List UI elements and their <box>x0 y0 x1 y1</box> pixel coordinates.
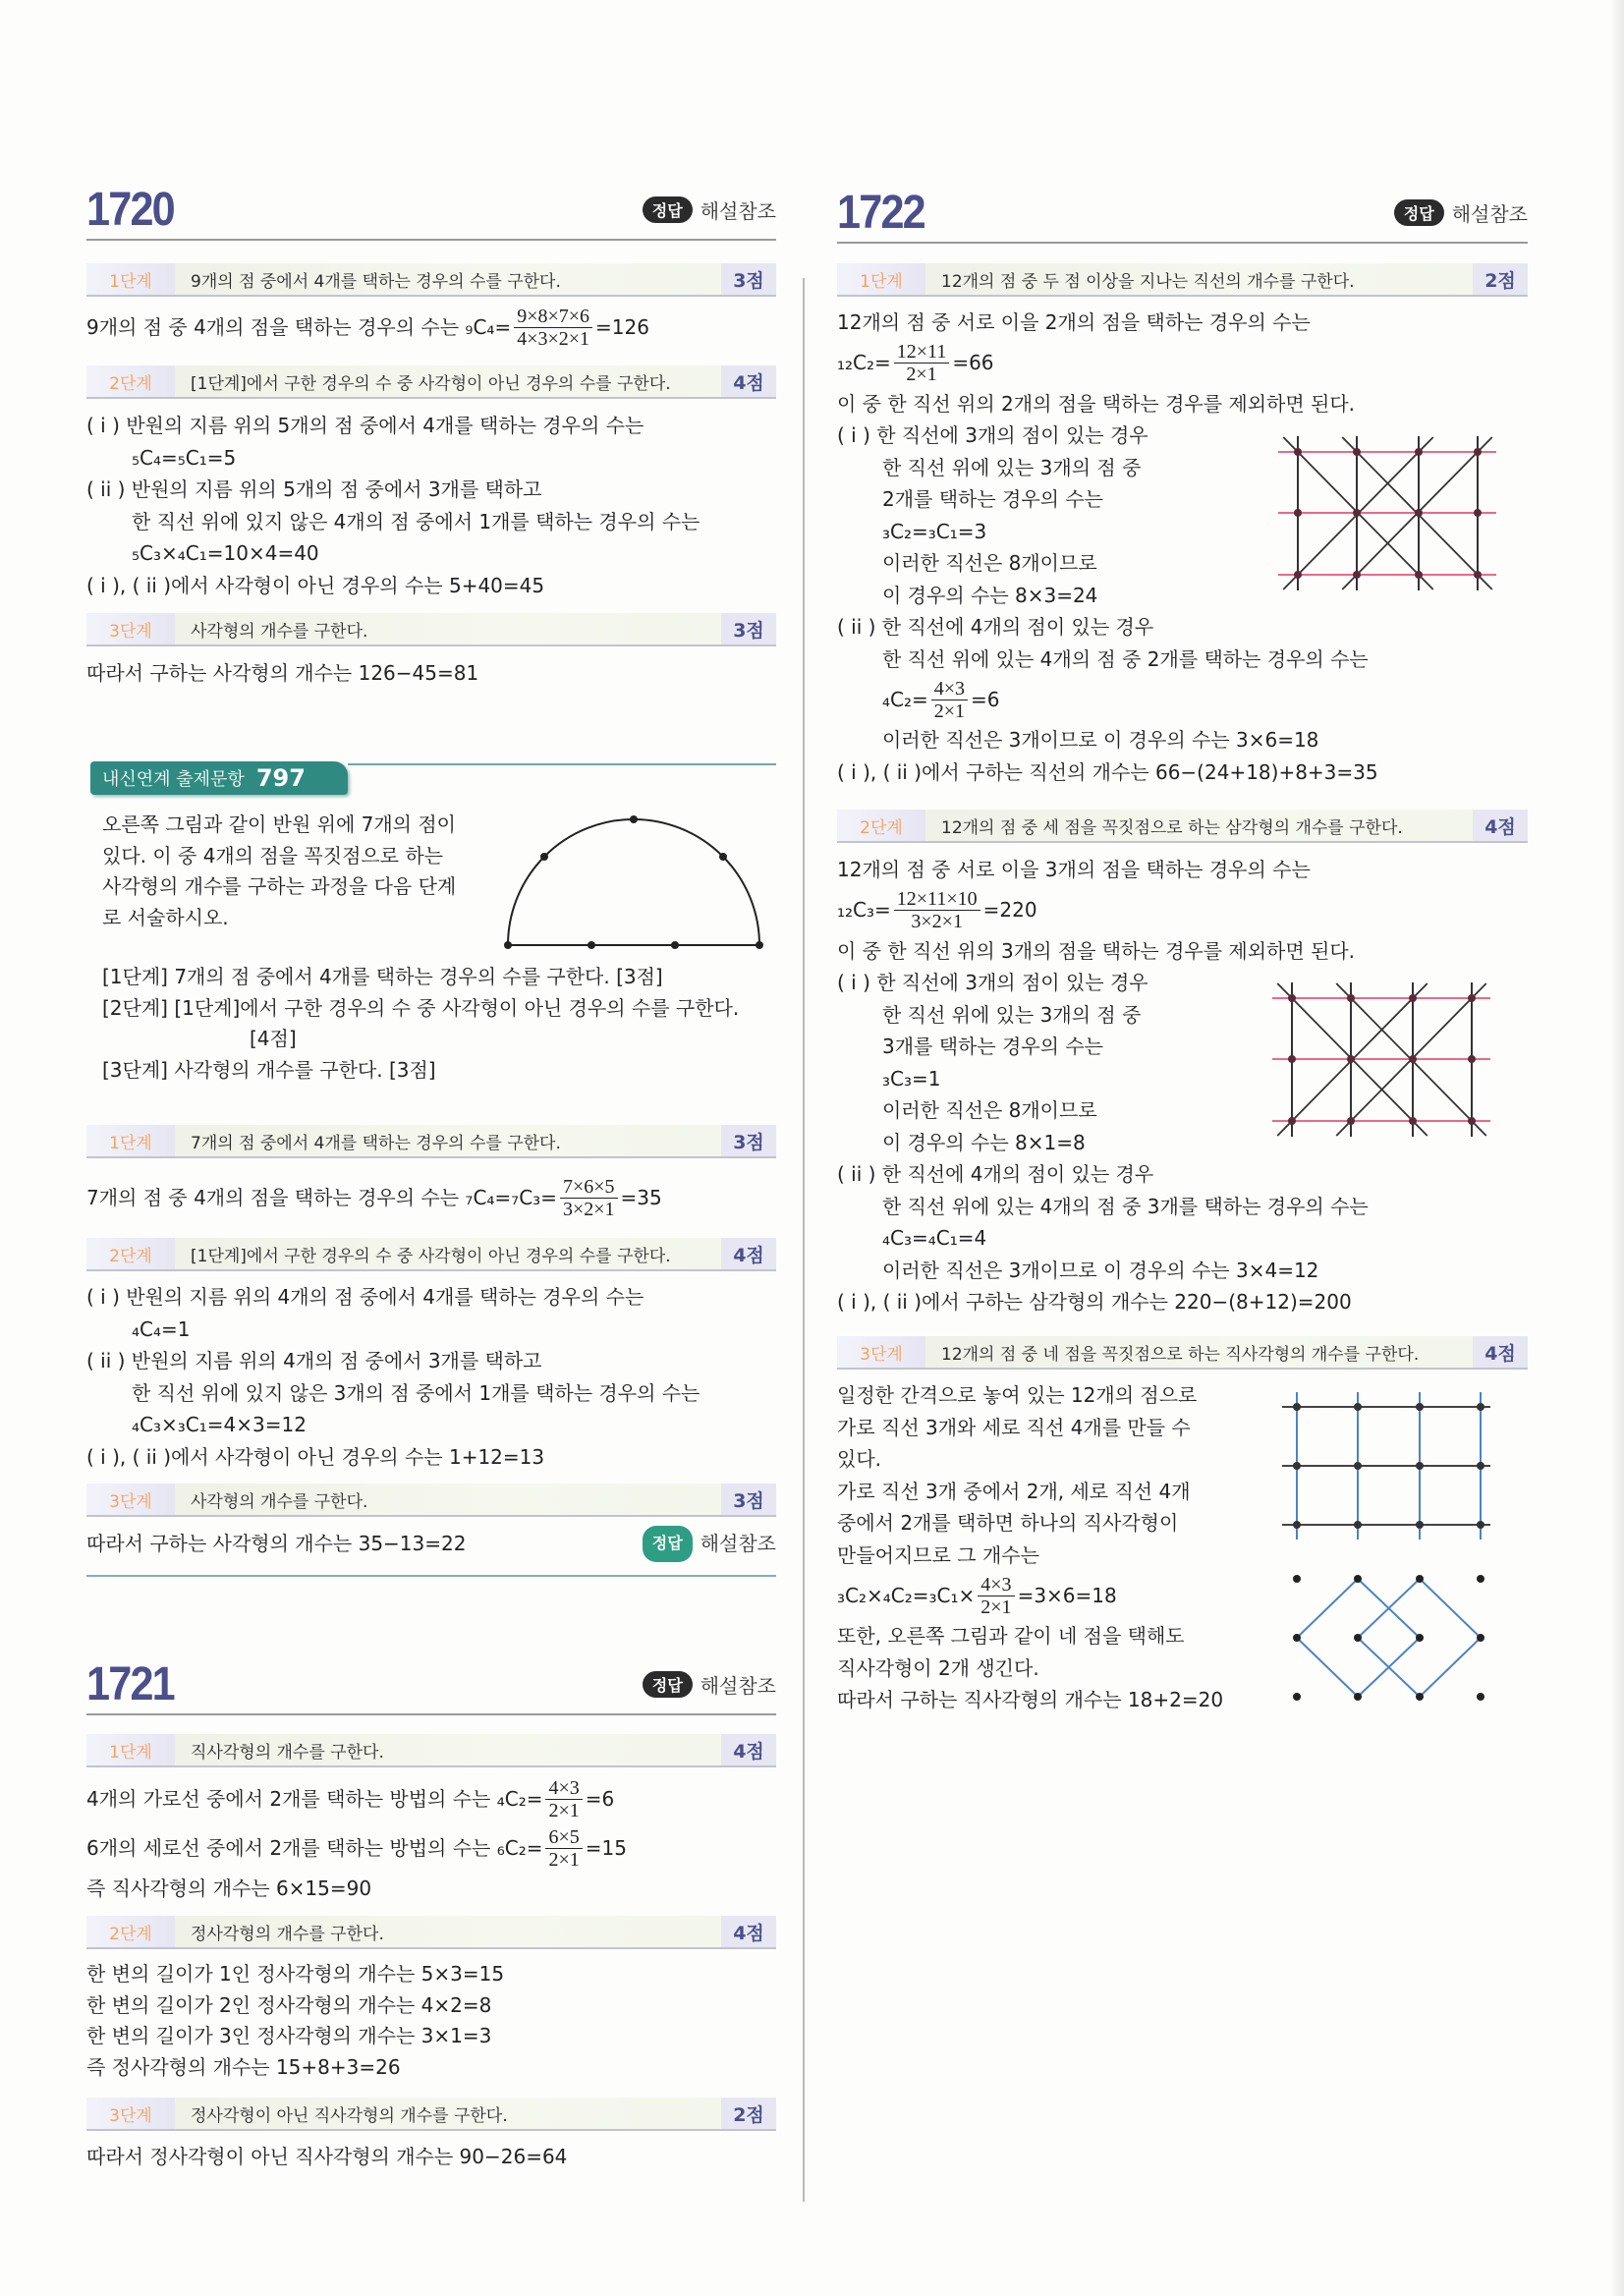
denominator: 2×1 <box>980 1596 1012 1618</box>
formula-line <box>86 1774 776 1823</box>
denominator: 2×1 <box>906 364 937 385</box>
formula-line <box>837 339 1528 388</box>
solution-line: ( i ) 반원의 지름 위의 4개의 점 중에서 4개를 택하는 경우의 수는 <box>86 1285 644 1309</box>
solution-line: 이 중 한 직선 위의 2개의 점을 택하는 경우를 제외하면 된다. <box>837 391 1356 416</box>
step-label: 1단계 <box>837 263 925 295</box>
grid-point <box>1474 448 1482 456</box>
solution-line: 한 변의 길이가 2인 정사각형의 개수는 4×2=8 <box>86 1992 492 2017</box>
numerator: 12×11 <box>894 341 950 364</box>
step-points: 4점 <box>1473 810 1528 841</box>
numerator: 7×6×5 <box>560 1176 618 1199</box>
grid-point <box>1415 509 1423 517</box>
solution-line: ( i ) 한 직선에 3개의 점이 있는 경우 <box>837 971 1148 994</box>
grid-point <box>1347 1055 1355 1063</box>
step-title: 사각형의 개수를 구한다. <box>191 1491 368 1512</box>
numerator: 9×8×7×6 <box>514 306 592 328</box>
solution-line: ( ii ) 반원의 지름 위의 4개의 점 중에서 3개를 택하고 <box>86 1349 542 1372</box>
solution-line: [1단계] 7개의 점 중에서 4개를 택하는 경우의 수를 구한다. [3점] <box>102 965 663 988</box>
formula-suffix: =66 <box>952 351 994 375</box>
denominator: 2×1 <box>548 1848 580 1871</box>
formula-suffix: =6 <box>971 687 1000 711</box>
solution-line: 로 서술하시오. <box>102 905 229 929</box>
step-label: 1단계 <box>86 1734 175 1765</box>
solution-line: 직사각형이 2개 생긴다. <box>837 1655 1039 1680</box>
grid-point <box>1294 448 1302 456</box>
solution-line: 이러한 직선은 8개이므로 <box>882 1098 1097 1122</box>
tag-label: 내신연계 출제문항 <box>102 769 245 790</box>
grid-point <box>1415 448 1423 456</box>
solution-block <box>86 303 776 352</box>
grid-point <box>1468 1055 1476 1063</box>
solution-line: 즉 정사각형의 개수는 15+8+3=26 <box>86 2055 401 2080</box>
step-bar <box>86 1238 776 1271</box>
solution-block <box>86 1281 776 1473</box>
grid-point <box>1288 994 1296 1002</box>
step-label: 1단계 <box>86 1125 175 1156</box>
grid-point <box>1409 1117 1417 1125</box>
step-points: 4점 <box>721 1238 776 1269</box>
grid-point <box>1474 509 1482 517</box>
solution-line: ( ii ) 반원의 지름 위의 5개의 점 중에서 3개를 택하고 <box>86 477 542 501</box>
formula-prefix: 9개의 점 중 4개의 점을 택하는 경우의 수는 ₉C₄= <box>86 314 512 339</box>
step-points: 2점 <box>721 2098 776 2129</box>
grid-point <box>1353 571 1361 579</box>
solution-line: ₄C₃=₄C₁=4 <box>882 1226 987 1250</box>
step-points: 4점 <box>721 1734 776 1765</box>
step-label: 2단계 <box>86 1238 175 1269</box>
grid-point <box>1468 1117 1476 1125</box>
step-title: [1단계]에서 구한 경우의 수 중 사각형이 아닌 경우의 수를 구한다. <box>191 1246 671 1266</box>
solution-line: 한 직선 위에 있지 않은 3개의 점 중에서 1개를 택하는 경우의 수는 <box>132 1380 700 1405</box>
step-points: 3점 <box>721 263 776 295</box>
formula-prefix: ₁₂C₂= <box>837 351 891 375</box>
answer-text: 해설참조 <box>1451 201 1528 226</box>
step-title: 직사각형의 개수를 구한다. <box>191 1742 384 1763</box>
answer-badge: 정답 <box>1394 199 1444 226</box>
formula-suffix: =15 <box>585 1835 627 1860</box>
linked-problem-header <box>86 761 776 797</box>
solution-line: ( i ), ( ii )에서 구하는 삼각형의 개수는 220−(8+12)=200 <box>837 1290 1352 1314</box>
step-points: 3점 <box>721 613 776 644</box>
formula-prefix: ₃C₂×₄C₂=₃C₁× <box>837 1583 976 1607</box>
grid-point <box>1288 1117 1296 1125</box>
dot-grid-lines-figure-2 <box>1267 979 1495 1141</box>
grid-point <box>1468 994 1476 1002</box>
solution-line: 일정한 간격으로 놓여 있는 12개의 점으로 <box>837 1383 1198 1407</box>
formula-suffix: =35 <box>620 1185 662 1209</box>
solution-block <box>86 410 776 601</box>
solution-line: 즉 직사각형의 개수는 6×15=90 <box>86 1876 372 1900</box>
step-points: 3점 <box>721 1125 776 1156</box>
solution-line: 따라서 구하는 직사각형의 개수는 18+2=20 <box>837 1688 1224 1711</box>
solution-line: [4점] <box>250 1027 297 1050</box>
formula-line <box>86 1823 776 1873</box>
step-bar <box>86 365 776 399</box>
solution-line: ₄C₄=1 <box>132 1316 191 1341</box>
grid-point <box>1347 1117 1355 1125</box>
step-points: 4점 <box>721 365 776 397</box>
solution-line: 또한, 오른쪽 그림과 같이 네 점을 택해도 <box>837 1624 1185 1648</box>
step-label: 3단계 <box>86 613 175 644</box>
step-points: 2점 <box>1473 263 1528 295</box>
step-bar <box>86 1916 776 1949</box>
fraction <box>978 1574 1014 1618</box>
step-title: [1단계]에서 구한 경우의 수 중 사각형이 아닌 경우의 수를 구한다. <box>191 373 671 394</box>
solution-line: 이 경우의 수는 8×3=24 <box>882 583 1098 607</box>
grid-point <box>1294 509 1302 517</box>
page-edge-shadow <box>1610 0 1624 2296</box>
solution-line: 한 직선 위에 있는 4개의 점 중 3개를 택하는 경우의 수는 <box>882 1194 1369 1218</box>
solution-line: ( ii ) 한 직선에 4개의 점이 있는 경우 <box>837 1162 1154 1186</box>
formula-suffix: =126 <box>595 314 649 339</box>
linked-problem-tag <box>90 761 348 795</box>
fraction <box>514 306 592 350</box>
solution-line: ₅C₄=₅C₁=5 <box>132 445 237 470</box>
formula-prefix: 4개의 가로선 중에서 2개를 택하는 방법의 수는 ₄C₂= <box>86 1786 543 1811</box>
solution-line: ( ii ) 한 직선에 4개의 점이 있는 경우 <box>837 615 1154 639</box>
solution-line: ₅C₃×₄C₁=10×4=40 <box>132 541 319 565</box>
answer-text: 해설참조 <box>700 1532 776 1555</box>
solution-line: ₄C₃×₃C₁=4×3=12 <box>132 1413 307 1436</box>
solution-line: 가로 직선 3개와 세로 직선 4개를 만들 수 <box>837 1415 1191 1439</box>
answer-text: 해설참조 <box>700 198 776 223</box>
numerator: 4×3 <box>545 1777 582 1800</box>
formula-suffix: =220 <box>982 898 1037 923</box>
step-bar <box>837 810 1528 843</box>
formula-suffix: =3×6=18 <box>1017 1583 1117 1607</box>
semicircle-figure <box>501 812 766 954</box>
denominator: 2×1 <box>548 1799 580 1821</box>
solution-line: ( i ) 반원의 지름 위의 5개의 점 중에서 4개를 택하는 경우의 수는 <box>86 414 644 437</box>
denominator: 3×2×1 <box>911 911 963 932</box>
step-title: 12개의 점 중 두 점 이상을 지나는 직선의 개수를 구한다. <box>941 271 1355 292</box>
denominator: 4×3×2×1 <box>517 327 590 350</box>
solution-line: 한 직선 위에 있지 않은 4개의 점 중에서 1개를 택하는 경우의 수는 <box>132 509 700 533</box>
fraction <box>894 341 950 385</box>
step-label: 3단계 <box>86 1484 175 1515</box>
solution-line: 12개의 점 중 서로 이을 3개의 점을 택하는 경우의 수는 <box>837 858 1311 881</box>
answer-ref <box>643 1526 776 1562</box>
step-title: 사각형의 개수를 구한다. <box>191 621 368 642</box>
step-bar <box>86 613 776 646</box>
step-label: 2단계 <box>86 1916 175 1947</box>
step-label: 3단계 <box>837 1336 925 1368</box>
fraction <box>931 678 968 722</box>
solution-line: 만들어지므로 그 개수는 <box>837 1542 1039 1567</box>
solution-line: 이 경우의 수는 8×1=8 <box>882 1130 1086 1154</box>
solution-line: ( i ) 한 직선에 3개의 점이 있는 경우 <box>837 423 1148 447</box>
grid-point <box>1288 1055 1296 1063</box>
solution-line: 있다. <box>837 1447 881 1471</box>
answer-text: 해설참조 <box>700 1673 776 1698</box>
solution-line: 한 직선 위에 있는 4개의 점 중 2개를 택하는 경우의 수는 <box>882 646 1369 671</box>
tag-number: 797 <box>255 764 306 792</box>
solution-line: 3개를 택하는 경우의 수는 <box>882 1035 1103 1058</box>
step-bar <box>86 263 776 297</box>
solution-line: ( i ), ( ii )에서 구하는 직선의 개수는 66−(24+18)+8+3=35 <box>837 759 1378 784</box>
header-rule <box>348 763 776 765</box>
solution-line: 한 직선 위에 있는 3개의 점 중 <box>882 455 1142 479</box>
problem-header-1721 <box>86 1654 776 1715</box>
solution-line: 사각형의 개수를 구하는 과정을 다음 단계 <box>102 874 457 898</box>
solution-line: [2단계] [1단계]에서 구한 경우의 수 중 사각형이 아닌 경우의 수를 구한다. <box>102 995 740 1020</box>
grid-point <box>1353 448 1361 456</box>
step-title: 정사각형의 개수를 구한다. <box>191 1924 384 1944</box>
tilted-rectangles-figure <box>1277 1564 1495 1711</box>
step-bar <box>837 1336 1528 1370</box>
fraction <box>545 1826 582 1871</box>
solution-block <box>86 1959 776 2084</box>
solution-line: 중에서 2개를 택하면 하나의 직사각형이 <box>837 1511 1179 1535</box>
solution-block <box>102 810 515 933</box>
rectangle-grid-figure <box>1277 1387 1495 1544</box>
grid-point <box>1474 571 1482 579</box>
solution-line: 이러한 직선은 3개이므로 이 경우의 수는 3×6=18 <box>882 728 1319 752</box>
solution-line: 한 변의 길이가 3인 정사각형의 개수는 3×1=3 <box>86 2024 492 2048</box>
problem-number: 1722 <box>837 186 924 239</box>
numerator: 4×3 <box>931 678 968 700</box>
problem-header-1722 <box>837 183 1528 244</box>
solution-line: 따라서 구하는 사각형의 개수는 35−13=22 <box>86 1532 467 1555</box>
solution-block <box>102 962 792 1086</box>
formula-prefix: 7개의 점 중 4개의 점을 택하는 경우의 수는 ₇C₄=₇C₃= <box>86 1185 557 1209</box>
section-rule <box>86 1575 776 1577</box>
formula-prefix: ₄C₂= <box>882 687 928 711</box>
dot-grid-lines-figure-1 <box>1273 432 1501 594</box>
grid-point <box>1409 994 1417 1002</box>
solution-line: [3단계] 사각형의 개수를 구한다. [3점] <box>102 1057 436 1082</box>
solution-block <box>86 1774 776 1905</box>
step-title: 12개의 점 중 네 점을 꼭짓점으로 하는 직사각형의 개수를 구한다. <box>941 1344 1420 1365</box>
step-bar <box>86 1484 776 1517</box>
solution-line: 따라서 정사각형이 아닌 직사각형의 개수는 90−26=64 <box>86 2145 568 2168</box>
numerator: 4×3 <box>978 1574 1014 1596</box>
grid-point <box>1294 571 1302 579</box>
grid-point <box>1353 509 1361 517</box>
solution-line: 있다. 이 중 4개의 점을 꼭짓점으로 하는 <box>102 843 444 868</box>
step-title: 12개의 점 중 세 점을 꼭짓점으로 하는 삼각형의 개수를 구한다. <box>941 817 1403 838</box>
step-points: 4점 <box>1473 1336 1528 1368</box>
column-divider <box>803 278 805 2202</box>
problem-number: 1721 <box>86 1657 174 1710</box>
grid-point <box>1347 994 1355 1002</box>
step-points: 4점 <box>721 1916 776 1947</box>
step-bar <box>86 1734 776 1767</box>
solution-line: ₃C₂=₃C₁=3 <box>882 519 987 543</box>
solution-line: ( i ), ( ii )에서 사각형이 아닌 경우의 수는 1+12=13 <box>86 1444 545 1469</box>
answer-badge: 정답 <box>643 1671 693 1698</box>
answer-ref <box>643 1670 776 1699</box>
problem-header-1720 <box>86 180 776 241</box>
solution-line: 한 직선 위에 있는 3개의 점 중 <box>882 1002 1142 1027</box>
step-label: 1단계 <box>86 263 175 295</box>
step-points: 3점 <box>721 1484 776 1515</box>
step-title: 정사각형이 아닌 직사각형의 개수를 구한다. <box>191 2105 508 2126</box>
step-bar <box>86 2098 776 2131</box>
solution-line: 이러한 직선은 8개이므로 <box>882 551 1097 575</box>
formula-prefix: 6개의 세로선 중에서 2개를 택하는 방법의 수는 ₆C₂= <box>86 1835 543 1860</box>
solution-line: ₃C₃=1 <box>882 1066 941 1091</box>
solution-line: 오른쪽 그림과 같이 반원 위에 7개의 점이 <box>102 812 456 836</box>
solution-line: ( i ), ( ii )에서 사각형이 아닌 경우의 수는 5+40=45 <box>86 573 545 597</box>
answer-ref <box>643 196 776 224</box>
denominator: 3×2×1 <box>562 1198 615 1220</box>
formula-line <box>86 1173 776 1222</box>
solution-line: 이러한 직선은 3개이므로 이 경우의 수는 3×4=12 <box>882 1258 1319 1282</box>
step-label: 2단계 <box>86 365 175 397</box>
formula-line <box>837 675 1528 724</box>
fraction <box>545 1777 582 1821</box>
step-label: 3단계 <box>86 2098 175 2129</box>
step-bar <box>837 263 1528 297</box>
solution-line: 한 변의 길이가 1인 정사각형의 개수는 5×3=15 <box>86 1962 505 1986</box>
solution-block <box>86 657 776 690</box>
formula-prefix: ₁₂C₃= <box>837 898 891 923</box>
step-bar <box>86 1125 776 1158</box>
fraction <box>894 888 980 932</box>
solution-line: 이 중 한 직선 위의 3개의 점을 택하는 경우를 제외하면 된다. <box>837 938 1356 963</box>
answer-ref <box>1394 198 1528 227</box>
solution-line: 가로 직선 3개 중에서 2개, 세로 직선 4개 <box>837 1479 1191 1503</box>
solution-line: 2개를 택하는 경우의 수는 <box>882 487 1103 511</box>
formula-line <box>86 303 776 352</box>
problem-number: 1720 <box>86 183 174 236</box>
answer-badge: 정답 <box>643 1526 693 1562</box>
step-title: 7개의 점 중에서 4개를 택하는 경우의 수를 구한다. <box>191 1133 561 1153</box>
denominator: 2×1 <box>933 700 966 722</box>
final-answer-row <box>86 1528 776 1560</box>
grid-point <box>1409 1055 1417 1063</box>
step-label: 2단계 <box>837 810 925 841</box>
solution-line: 따라서 구하는 사각형의 개수는 126−45=81 <box>86 661 479 685</box>
solution-block <box>86 1173 776 1222</box>
solution-line: 12개의 점 중 서로 이을 2개의 점을 택하는 경우의 수는 <box>837 310 1311 334</box>
numerator: 6×5 <box>545 1826 582 1849</box>
numerator: 12×11×10 <box>894 888 980 911</box>
formula-line <box>837 886 1528 935</box>
answer-badge: 정답 <box>643 196 693 223</box>
fraction <box>560 1176 618 1220</box>
step-title: 9개의 점 중에서 4개를 택하는 경우의 수를 구한다. <box>191 271 561 292</box>
grid-point <box>1415 571 1423 579</box>
solution-block <box>86 2141 776 2173</box>
formula-suffix: =6 <box>585 1786 615 1811</box>
